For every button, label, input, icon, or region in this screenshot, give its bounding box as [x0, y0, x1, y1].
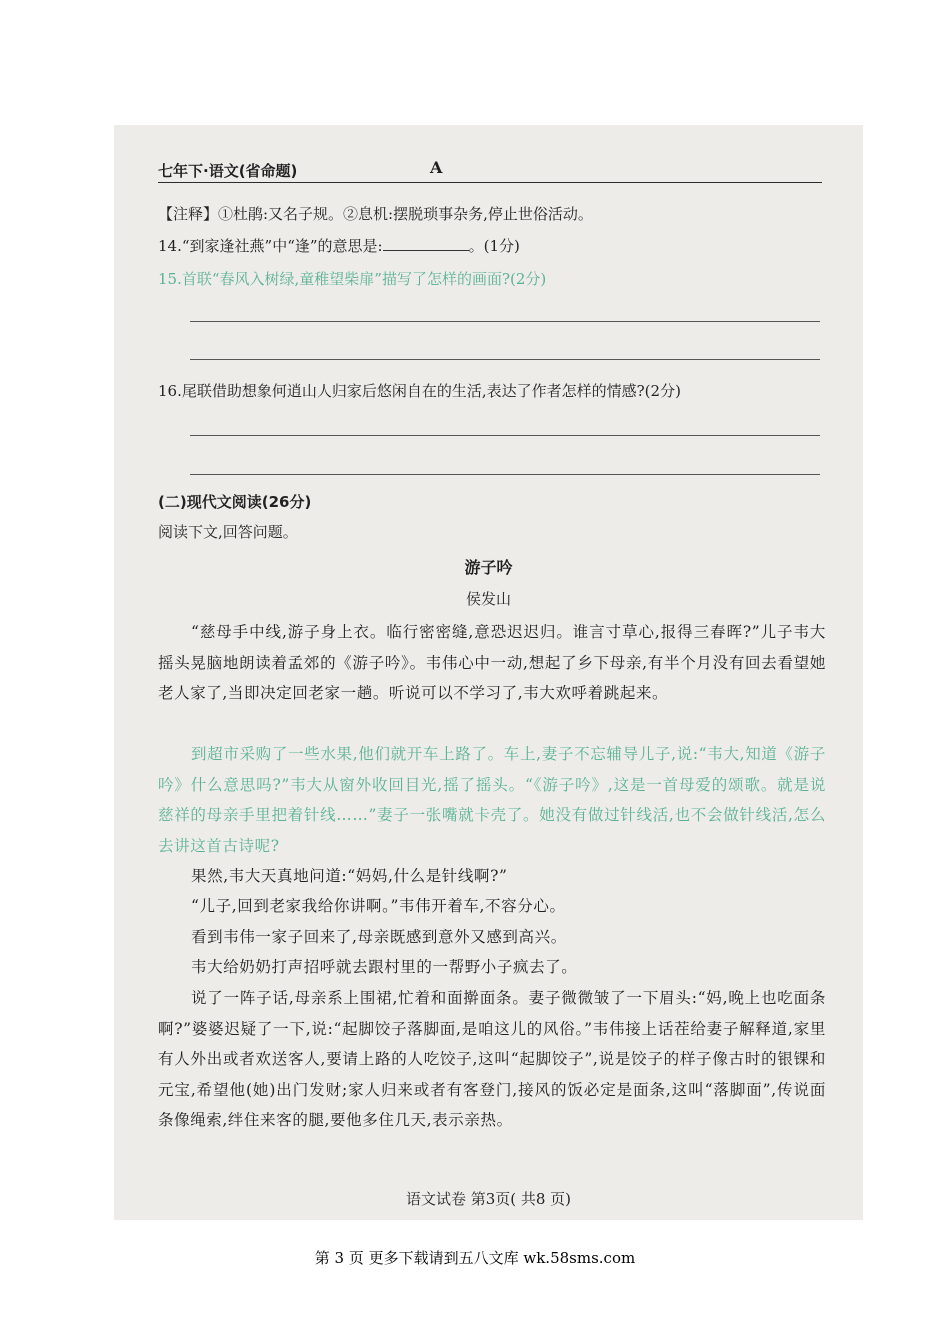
exam-header — [158, 160, 822, 183]
page-number-footer: 语文试卷 第3页( 共8 页) — [405, 1190, 572, 1208]
article-paragraph: “儿子,回到老家我给你讲啊。”韦伟开着车,不容分心。 — [191, 897, 566, 915]
question-14-text: 14.“到家逢社燕”中“逢”的意思是: — [158, 237, 383, 255]
header-grade-subject: 七年下·语文(省命题) — [158, 162, 298, 180]
question-15: 15.首联“春风入树绿,童稚望柴扉”描写了怎样的画面?(2分) — [158, 270, 547, 288]
article-title: 游子吟 — [464, 558, 513, 577]
scanned-exam-page — [114, 125, 863, 1220]
annotation-note: 【注释】①杜鹃:又名子规。②息机:摆脱琐事杂务,停止世俗活动。 — [158, 205, 593, 223]
answer-line — [190, 321, 820, 322]
answer-line — [190, 359, 820, 360]
question-14 — [158, 235, 520, 256]
article-paragraph: 看到韦伟一家子回来了,母亲既感到意外又感到高兴。 — [191, 928, 567, 946]
article-author: 侯发山 — [465, 590, 511, 608]
article-paragraph: “慈母手中线,游子身上衣。临行密密缝,意恐迟迟归。谁言寸草心,报得三春晖?”儿子韦大摇头晃脑地朗读着孟郊的《游子吟》。韦伟心中一动,想起了乡下母亲,有半个月没有回去看望她老人家了,当即决定回老家一趟。听说可以不学习了,韦大欢呼着跳起来。 — [158, 623, 826, 702]
article-paragraph: 说了一阵子话,母亲系上围裙,忙着和面擀面条。妻子微微皱了一下眉头:“妈,晚上也吃面条啊?”婆婆迟疑了一下,说:“起脚饺子落脚面,是咱这儿的风俗。”韦伟接上话茬给妻子解释道,家里有人外出或者欢送客人,要请上路的人吃饺子,这叫“起脚饺子”,说是饺子的样子像古时的银锞和元宝,希望他(她)出门发财;家人归来或者有客登门,接风的饭必定是面条,这叫“落脚面”,传说面条像绳索,绊住来客的腿,要他多住几天,表示亲热。 — [158, 989, 826, 1129]
header-version: A — [430, 158, 443, 177]
article-paragraph: 到超市采购了一些水果,他们就开车上路了。车上,妻子不忘辅导儿子,说:“韦大,知道《游子吟》什么意思吗?”韦大从窗外收回目光,摇了摇头。“《游子吟》,这是一首母爱的颂歌。就是说慈祥的母亲手里把着针线……”妻子一张嘴就卡壳了。她没有做过针线活,也不会做针线活,怎么去讲这首古诗呢? — [158, 745, 826, 855]
article-paragraph: 果然,韦大天真地问道:“妈妈,什么是针线啊?” — [191, 867, 508, 885]
download-caption: 第 3 页 更多下载请到五八文库 wk.58sms.com — [314, 1249, 636, 1267]
answer-blank — [383, 236, 469, 251]
article-paragraph: 韦大给奶奶打声招呼就去跟村里的一帮野小子疯去了。 — [191, 958, 578, 976]
section-instruction: 阅读下文,回答问题。 — [158, 523, 298, 541]
question-16: 16.尾联借助想象何逍山人归家后悠闲自在的生活,表达了作者怎样的情感?(2分) — [158, 382, 681, 400]
answer-line — [190, 474, 820, 475]
question-14-score: 。(1分) — [468, 237, 520, 255]
section-heading: (二)现代文阅读(26分) — [158, 493, 312, 511]
answer-line — [190, 435, 820, 436]
